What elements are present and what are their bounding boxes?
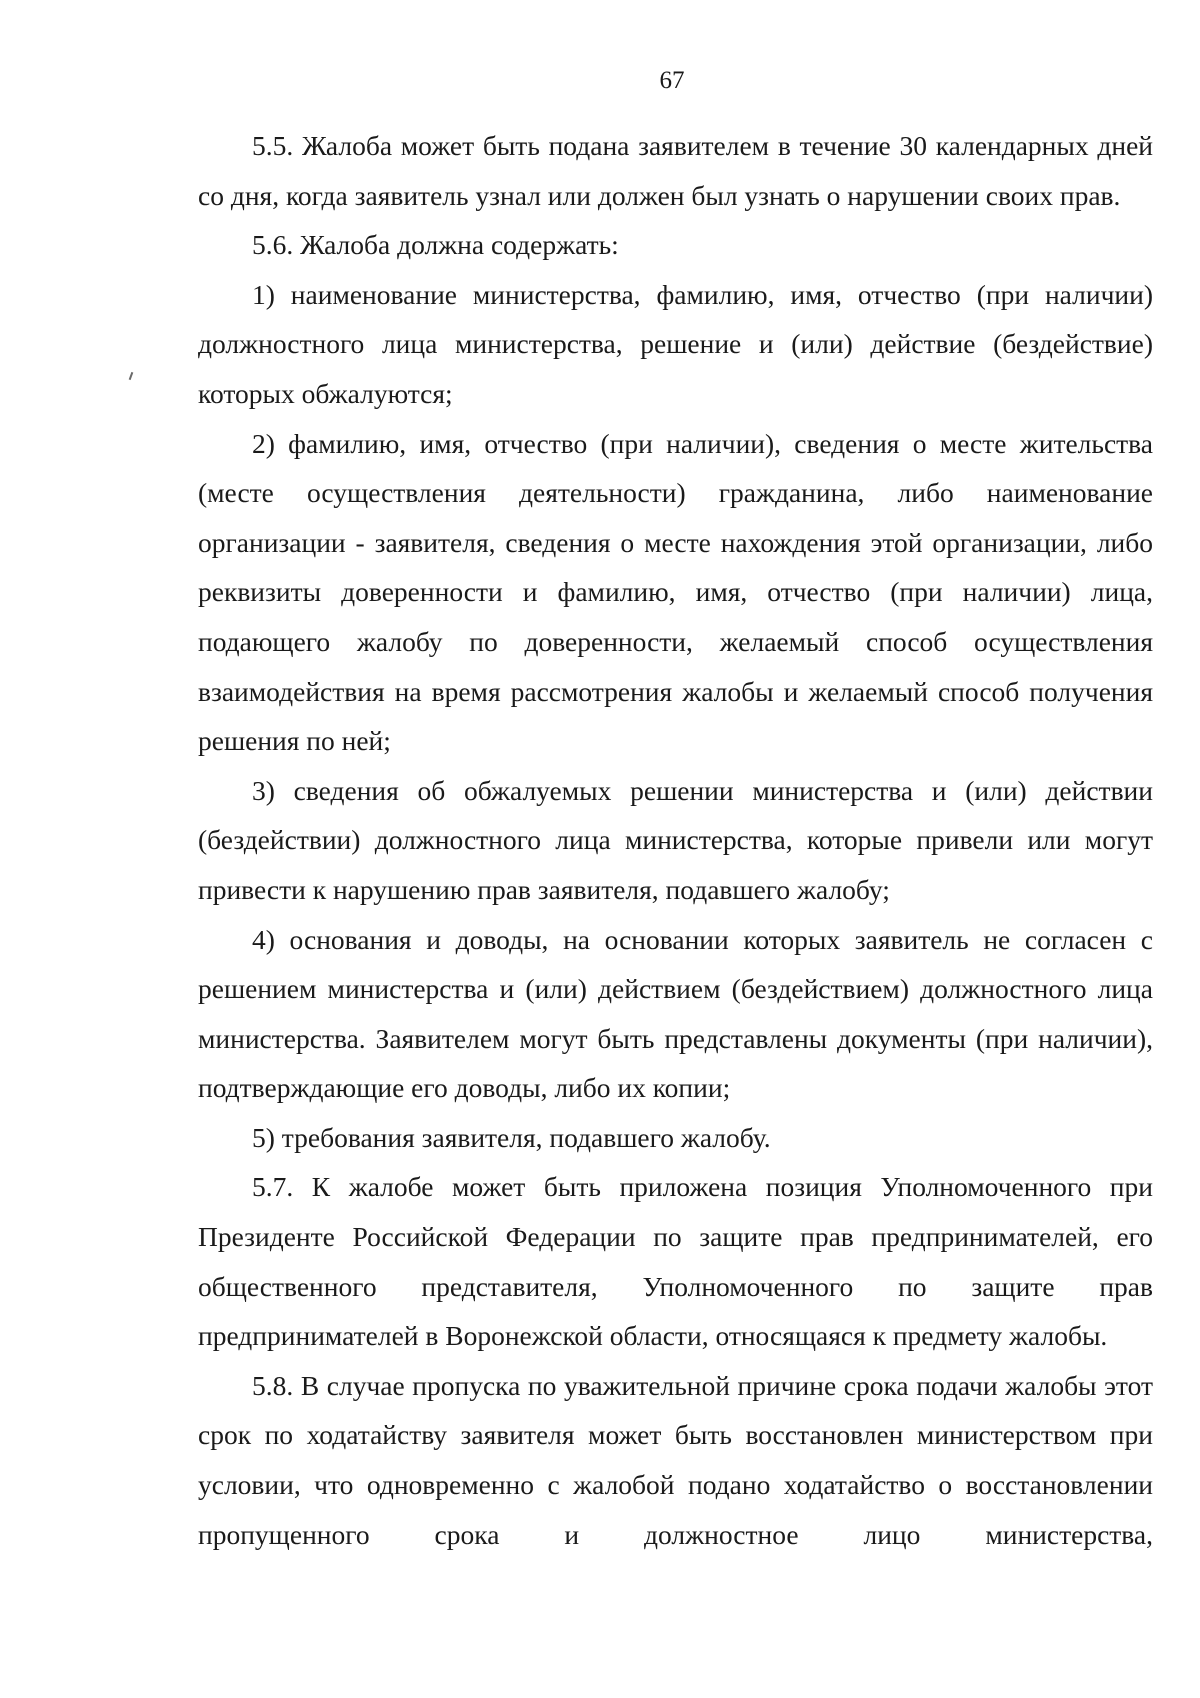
paragraph-5-7: 5.7. К жалобе может быть приложена позиция Уполномоченного при Президенте Российской Федерации по защите прав предпринимателей, его общественного представителя, Уполномоченного по защите прав предпринимателей в Воронежской области, относящаяся к предмету жалобы. [198, 1171, 1153, 1352]
list-item-1: 1) наименование министерства, фамилию, имя, отчество (при наличии) должностного лица министерства, решение и (или) действие (бездействие) которых обжалуются; [198, 278, 1153, 409]
list-item-5: 5) требования заявителя, подавшего жалобу. [252, 1121, 771, 1153]
document-body [198, 121, 1153, 1559]
list-item-2: 2) фамилию, имя, отчество (при наличии), сведения о месте жительства (месте осуществления деятельности) гражданина, либо наименование организации - заявителя, сведения о месте нахождения этой организации, либо реквизиты доверенности и фамилию, имя, отчество (при наличии) лица, подающего жалобу по доверенности, желаемый способ осуществления взаимодействия на время рассмотрения жалобы и желаемый способ получения решения по ней; [198, 427, 1153, 757]
page-number: 67 [659, 67, 685, 94]
paragraph-5-6: 5.6. Жалоба должна содержать: [252, 229, 619, 261]
list-item-4: 4) основания и доводы, на основании которых заявитель не согласен с решением министерства и (или) действием (бездействием) должностного лица министерства. Заявителем могут быть представлены документы (при наличии), подтверждающие его доводы, либо их копии; [198, 923, 1153, 1104]
margin-mark [129, 372, 134, 380]
paragraph-5-8: 5.8. В случае пропуска по уважительной причине срока подачи жалобы этот срок по ходатайству заявителя может быть восстановлен министерством при условии, что одновременно с жалобой подано ходатайство о восстановлении пропущенного срока и должностное лицо министерства, [198, 1369, 1153, 1550]
list-item-3: 3) сведения об обжалуемых решении министерства и (или) действии (бездействии) должностного лица министерства, которые привели или могут привести к нарушению прав заявителя, подавшего жалобу; [198, 774, 1153, 905]
paragraph-5-5: 5.5. Жалоба может быть подана заявителем в течение 30 календарных дней со дня, когда заявитель узнал или должен был узнать о нарушении своих прав. [198, 130, 1153, 211]
